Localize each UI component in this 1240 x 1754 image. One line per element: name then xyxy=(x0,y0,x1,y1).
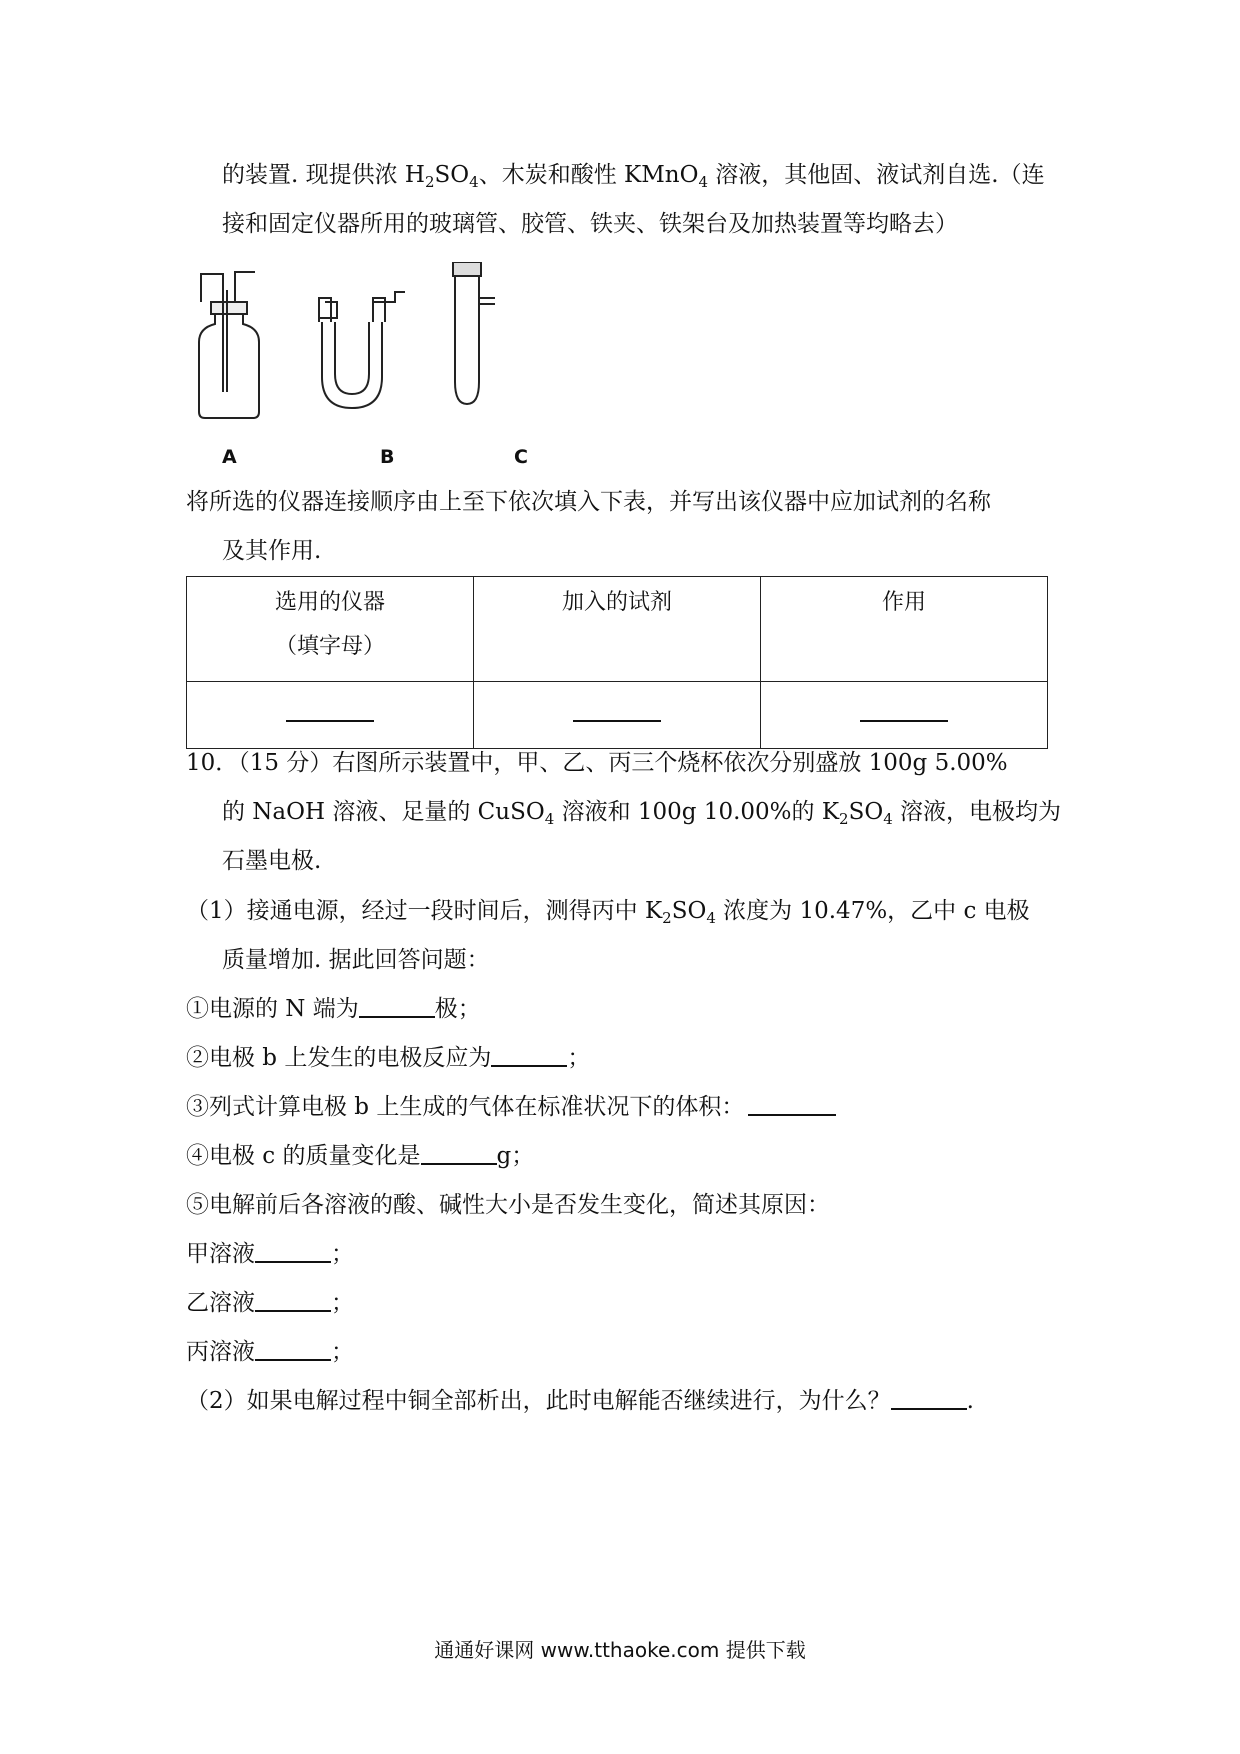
intro-line-1: 的装置. 现提供浓 $H_2SO_4$、木炭和酸性 KMnO$_4$ 溶液，其他固、液试剂自选.（连 xyxy=(222,162,1045,191)
side-arm-tube-c xyxy=(453,262,495,404)
solution-bing: 丙溶液 ； xyxy=(186,1339,354,1365)
answer-blank[interactable] xyxy=(255,1337,331,1361)
cell-function[interactable] xyxy=(761,682,1048,749)
q10-part2: （2）如果电解过程中铜全部析出，此时电解能否继续进行，为什么？ . xyxy=(186,1388,974,1414)
u-tube-b xyxy=(319,292,405,408)
page-footer: 通通好课网 www.tthaoke.com 提供下载 xyxy=(434,1638,806,1662)
apparatus-figure xyxy=(185,262,565,472)
answer-blank[interactable] xyxy=(860,698,948,722)
apparatus-label-c: C xyxy=(514,446,528,468)
header-function: 作用 xyxy=(761,577,1048,682)
q10-line-1: 10．（15 分）右图所示装置中，甲、乙、丙三个烧杯依次分别盛放 100g 5.00% xyxy=(186,750,1008,776)
cell-instrument[interactable] xyxy=(187,682,474,749)
q10-line-3: 石墨电极. xyxy=(222,848,322,874)
answer-blank[interactable] xyxy=(491,1043,567,1067)
sub-question-3: ③列式计算电极 b 上生成的气体在标准状况下的体积： xyxy=(186,1092,836,1122)
answer-blank[interactable] xyxy=(573,698,661,722)
apparatus-label-a: A xyxy=(222,446,237,468)
apparatus-label-b: B xyxy=(380,446,395,468)
solution-jia: 甲溶液 ； xyxy=(186,1241,354,1267)
instruction-line-1: 将所选的仪器连接顺序由上至下依次填入下表，并写出该仪器中应加试剂的名称 xyxy=(186,489,991,515)
gas-bottle-a xyxy=(199,272,259,418)
answer-blank[interactable] xyxy=(891,1386,967,1410)
instruction-line-2: 及其作用. xyxy=(222,538,322,564)
q10-part1-line-1: （1）接通电源，经过一段时间后，测得丙中 $K_2SO_4$ 浓度为 10.47%，乙中 c 电极 xyxy=(186,898,1030,927)
intro-line-2: 接和固定仪器所用的玻璃管、胶管、铁夹、铁架台及加热装置等均略去） xyxy=(222,211,958,237)
answer-blank[interactable] xyxy=(255,1288,331,1312)
answer-blank[interactable] xyxy=(255,1239,331,1263)
q10-line-2: 的 NaOH 溶液、足量的 CuSO$_4$ 溶液和 100g 10.00%的 $K_2SO_4$ 溶液，电极均为 xyxy=(222,799,1062,828)
q10-part1-line-2: 质量增加. 据此回答问题： xyxy=(222,947,490,973)
sub-question-1: ①电源的 N 端为 极； xyxy=(186,996,481,1022)
solution-yi: 乙溶液 ； xyxy=(186,1290,354,1316)
sub-question-4: ④电极 c 的质量变化是 g； xyxy=(186,1143,535,1169)
answer-table xyxy=(186,576,1048,749)
answer-blank[interactable] xyxy=(359,994,435,1018)
header-instrument: 选用的仪器 （填字母） xyxy=(187,577,474,682)
sub-question-2: ②电极 b 上发生的电极反应为 ； xyxy=(186,1045,591,1071)
answer-blank[interactable] xyxy=(421,1141,497,1165)
cell-reagent[interactable] xyxy=(474,682,761,749)
header-reagent: 加入的试剂 xyxy=(474,577,761,682)
sub-question-5: ⑤电解前后各溶液的酸、碱性大小是否发生变化，简述其原因： xyxy=(186,1192,830,1218)
answer-blank[interactable] xyxy=(286,698,374,722)
answer-blank[interactable] xyxy=(748,1092,836,1116)
